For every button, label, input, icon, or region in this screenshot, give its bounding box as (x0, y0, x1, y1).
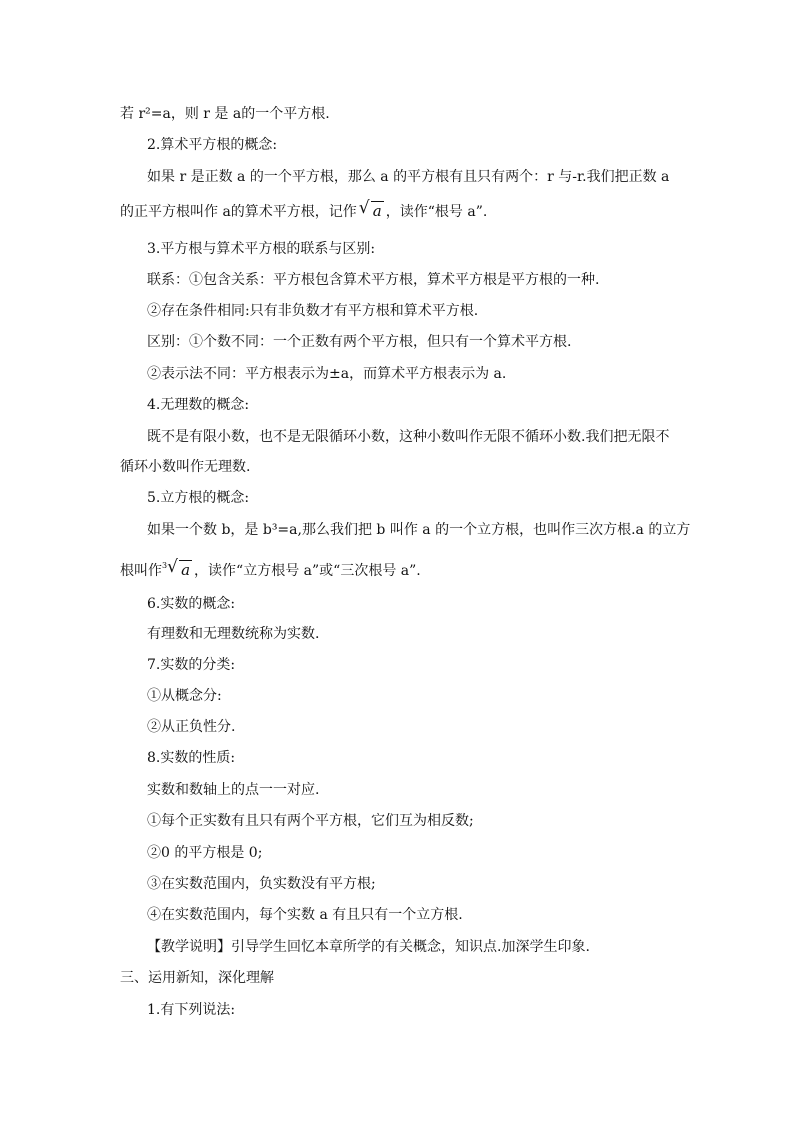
radicand: a (181, 561, 191, 579)
text-segment: 根叫作 (120, 563, 162, 579)
radical-sign: √ (358, 198, 370, 218)
heading-cube-root: 5.立方根的概念: (147, 490, 250, 506)
text-segment: ，读作“根号 a”. (385, 204, 488, 220)
heading-relation: 3.平方根与算术平方根的联系与区别: (147, 241, 376, 257)
heading-irrational: 4.无理数的概念: (147, 397, 250, 413)
paragraph-properties-3: ②0 的平方根是 0; (147, 845, 263, 861)
paragraph-relation-1: 联系：①包含关系：平方根包含算术平方根，算术平方根是平方根的一种. (147, 272, 600, 288)
paragraph-arithmetic-root-2 (120, 198, 488, 221)
paragraph-cube-root-1: 如果一个数 b，是 b³=a,那么我们把 b 叫作 a 的一个立方根，也叫作三次方根.a 的立方 (147, 522, 691, 538)
heading-arithmetic-square-root: 2.算术平方根的概念: (147, 137, 278, 153)
heading-real-number: 6.实数的概念: (147, 596, 236, 612)
text-segment: ，读作“立方根号 a”或“三次根号 a”. (194, 563, 421, 579)
paragraph-real-number: 有理数和无理数统称为实数. (147, 626, 320, 642)
text-segment: 的正平方根叫作 a的算术平方根，记作 (120, 204, 357, 220)
heading-classification: 7.实数的分类: (147, 657, 236, 673)
teaching-note: 【教学说明】引导学生回忆本章所学的有关概念，知识点.加深学生印象. (147, 939, 590, 955)
paragraph-classification-2: ②从正负性分. (147, 719, 236, 735)
radicand: a (372, 202, 382, 220)
paragraph-cube-root-2 (120, 557, 421, 580)
paragraph-difference-1: 区别：①个数不同：一个正数有两个平方根，但只有一个算术平方根. (147, 334, 572, 350)
cube-root-symbol (167, 557, 192, 580)
paragraph-properties-5: ④在实数范围内，每个实数 a 有且只有一个立方根. (147, 907, 463, 923)
paragraph-difference-2: ②表示法不同：平方根表示为±a，而算术平方根表示为 a. (147, 366, 507, 382)
paragraph-properties-4: ③在实数范围内，负实数没有平方根; (147, 876, 376, 892)
paragraph-irrational-1: 既不是有限小数，也不是无限循环小数，这种小数叫作无限不循环小数.我们把无限不 (147, 429, 670, 445)
paragraph-irrational-2: 循环小数叫作无理数. (120, 459, 251, 475)
section-heading-3: 三、运用新知，深化理解 (120, 970, 274, 986)
cube-root-index: 3 (162, 561, 168, 570)
paragraph-arithmetic-root-1: 如果 r 是正数 a 的一个平方根，那么 a 的平方根有且只有两个：r 与-r.我们把正数 a (147, 169, 670, 185)
sqrt-symbol (358, 198, 384, 221)
heading-properties: 8.实数的性质: (147, 750, 236, 766)
paragraph-properties-2: ①每个正实数有且只有两个平方根，它们互为相反数; (147, 813, 474, 829)
radical-sign: √ (167, 557, 178, 577)
question-1: 1.有下列说法: (147, 1002, 236, 1018)
paragraph-square-root-def: 若 r²=a，则 r 是 a的一个平方根. (120, 106, 330, 122)
paragraph-relation-2: ②存在条件相同:只有非负数才有平方根和算术平方根. (147, 303, 479, 319)
paragraph-classification-1: ①从概念分: (147, 688, 222, 704)
paragraph-properties-1: 实数和数轴上的点一一对应. (147, 782, 320, 798)
